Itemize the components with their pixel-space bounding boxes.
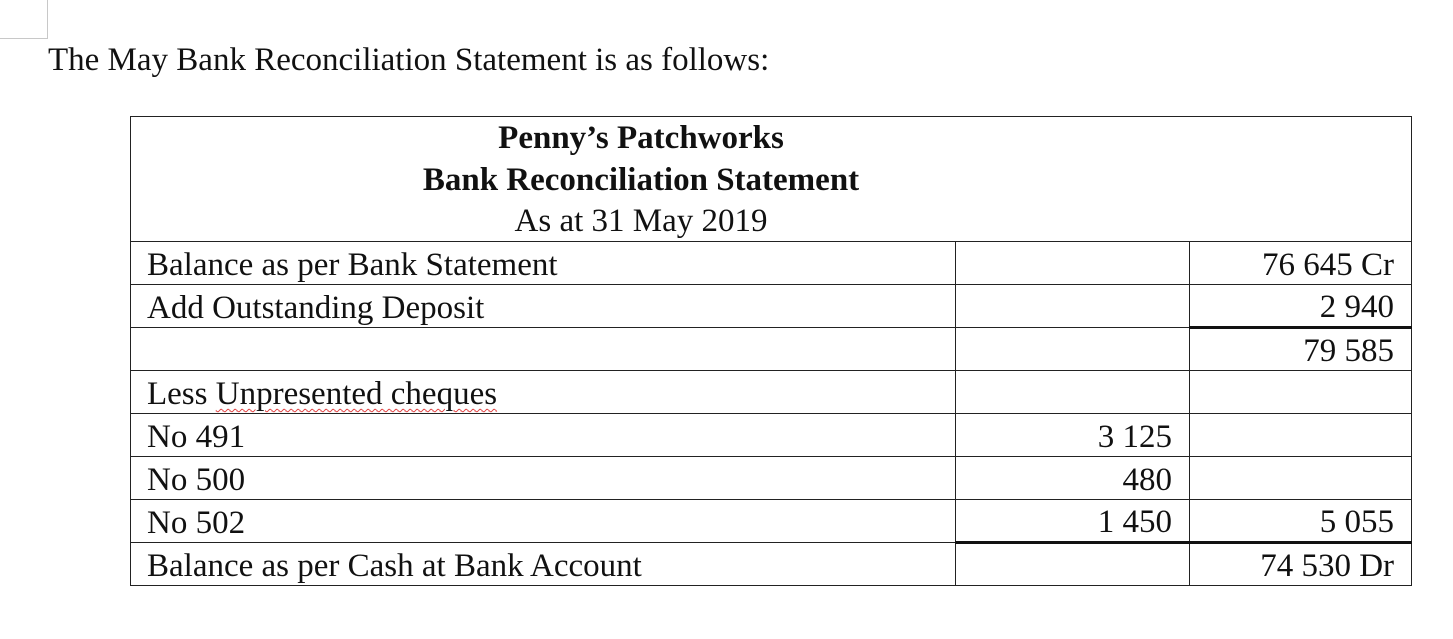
row-label: Add Outstanding Deposit	[131, 285, 956, 328]
table-row	[131, 285, 1412, 328]
row-label: No 491	[131, 414, 956, 457]
row-total	[1190, 371, 1412, 414]
page-corner-marker	[0, 0, 48, 39]
spellcheck-flagged-text: Unpresented cheques	[215, 376, 498, 412]
row-label: Balance as per Cash at Bank Account	[131, 543, 956, 586]
business-name: Penny’s Patchworks	[498, 120, 784, 156]
table-row	[131, 457, 1412, 500]
statement-title: Bank Reconciliation Statement	[422, 162, 860, 198]
row-total: 79 585	[1190, 328, 1412, 371]
table-row	[131, 242, 1412, 285]
row-total	[1190, 457, 1412, 500]
row-amount	[956, 328, 1190, 371]
row-total: 74 530 Dr	[1190, 543, 1412, 586]
table-row	[131, 371, 1412, 414]
row-amount	[956, 242, 1190, 285]
row-label	[131, 371, 956, 414]
row-total: 2 940	[1190, 285, 1412, 328]
statement-date: As at 31 May 2019	[514, 203, 768, 239]
row-amount	[956, 371, 1190, 414]
row-label	[131, 328, 956, 371]
row-amount	[956, 285, 1190, 328]
row-label: No 500	[131, 457, 956, 500]
row-label-prefix: Less	[147, 376, 216, 412]
row-amount: 480	[956, 457, 1190, 500]
row-total: 5 055	[1190, 500, 1412, 543]
row-amount: 3 125	[956, 414, 1190, 457]
row-total: 76 645 Cr	[1190, 242, 1412, 285]
intro-text: The May Bank Reconciliation Statement is as follows:	[48, 42, 770, 78]
table-row	[131, 543, 1412, 586]
statement-header	[131, 117, 1412, 242]
row-total	[1190, 414, 1412, 457]
bank-reconciliation-table	[130, 116, 1412, 586]
row-amount	[956, 543, 1190, 586]
table-row	[131, 500, 1412, 543]
row-amount: 1 450	[956, 500, 1190, 543]
table-row	[131, 328, 1412, 371]
table-row	[131, 414, 1412, 457]
table-header-row	[131, 117, 1412, 242]
row-label: No 502	[131, 500, 956, 543]
row-label: Balance as per Bank Statement	[131, 242, 956, 285]
